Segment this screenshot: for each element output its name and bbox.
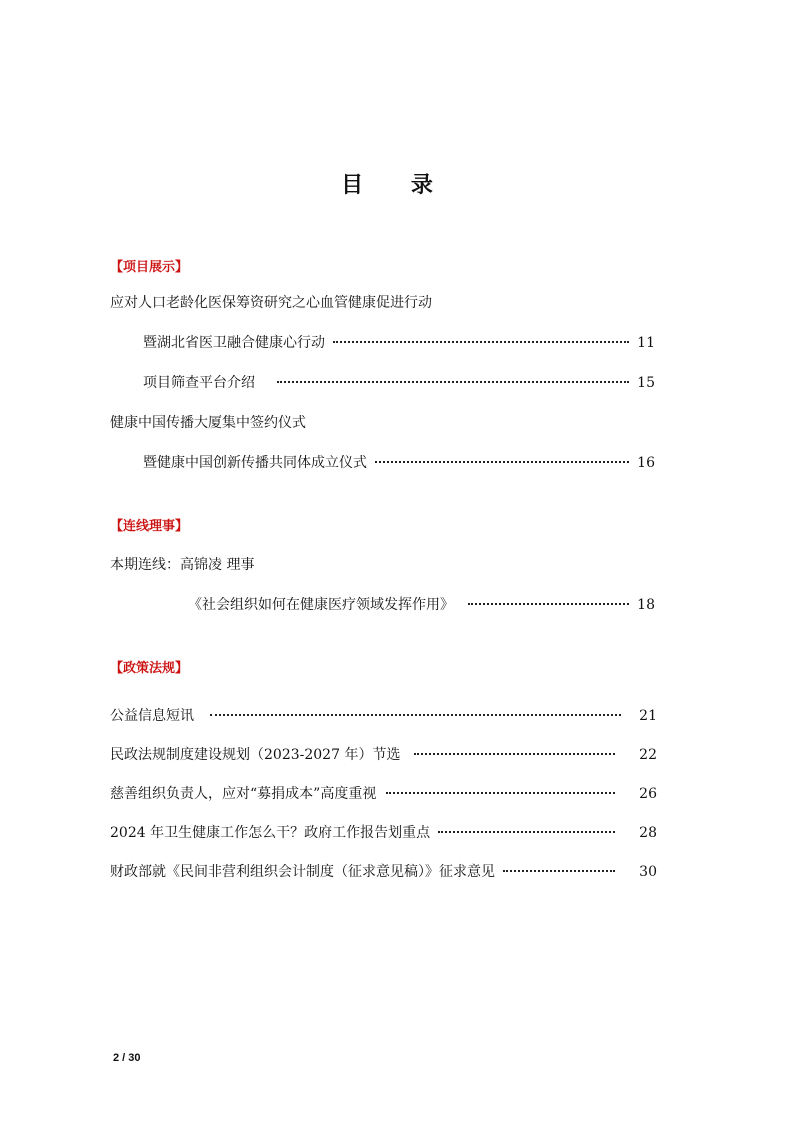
toc-page-number: 28	[639, 825, 657, 841]
toc-page-number: 18	[637, 597, 655, 613]
toc-entry[interactable]	[110, 822, 657, 842]
toc-page-number: 21	[639, 708, 657, 724]
dot-leader	[210, 714, 621, 716]
toc-entry[interactable]	[188, 594, 655, 614]
toc-entry[interactable]	[110, 744, 657, 764]
dot-leader	[414, 753, 615, 755]
dot-leader	[468, 603, 629, 605]
toc-entry[interactable]	[110, 783, 657, 803]
toc-entry-text: 暨健康中国创新传播共同体成立仪式	[143, 455, 367, 471]
dot-leader	[277, 381, 629, 383]
dot-leader	[333, 341, 629, 343]
toc-entry-text: 《社会组织如何在健康医疗领域发挥作用》	[188, 597, 454, 613]
toc-entry-text: 暨湖北省医卫融合健康心行动	[143, 335, 325, 351]
toc-page-number: 15	[637, 375, 655, 391]
dot-leader	[503, 870, 615, 872]
toc-entry[interactable]	[143, 332, 655, 352]
toc-page-number: 22	[639, 747, 657, 763]
toc-entry-text: 项目筛查平台介绍	[143, 375, 255, 391]
toc-entry[interactable]	[110, 554, 254, 574]
toc-entry-text: 慈善组织负责人，应对“募捐成本”高度重视	[110, 786, 377, 802]
section-heading-policy: 【政策法规】	[110, 661, 189, 676]
toc-entry[interactable]	[110, 292, 432, 312]
toc-page-number: 11	[637, 335, 655, 351]
toc-entry[interactable]	[110, 705, 657, 725]
toc-entry-text: 健康中国传播大厦集中签约仪式	[110, 415, 306, 431]
toc-entry[interactable]	[143, 372, 655, 392]
toc-entry[interactable]	[143, 452, 655, 472]
toc-entry-text: 财政部就《民间非营利组织会计制度（征求意见稿）》征求意见	[110, 864, 495, 880]
section-heading-projects: 【项目展示】	[110, 260, 189, 275]
toc-entry-text: 民政法规制度建设规划（2023-2027 年）节选	[110, 747, 401, 763]
toc-page-number: 16	[637, 455, 655, 471]
toc-entry[interactable]	[110, 861, 657, 881]
dot-leader	[438, 831, 615, 833]
toc-entry-text: 本期连线：高锦凌 理事	[110, 557, 255, 573]
toc-page-number: 26	[639, 786, 657, 802]
toc-page-number: 30	[639, 864, 657, 880]
page-title: 目 录	[341, 173, 453, 198]
toc-entry-text: 公益信息短讯	[110, 708, 194, 724]
toc-entry-text: 应对人口老龄化医保筹资研究之心血管健康促进行动	[110, 295, 432, 311]
page-number-footer: 2 / 30	[113, 1052, 141, 1064]
toc-entry[interactable]	[110, 412, 306, 432]
dot-leader	[386, 792, 615, 794]
section-heading-council: 【连线理事】	[110, 519, 189, 534]
toc-entry-text: 2024 年卫生健康工作怎么干？政府工作报告划重点	[110, 825, 431, 841]
dot-leader	[375, 461, 629, 463]
